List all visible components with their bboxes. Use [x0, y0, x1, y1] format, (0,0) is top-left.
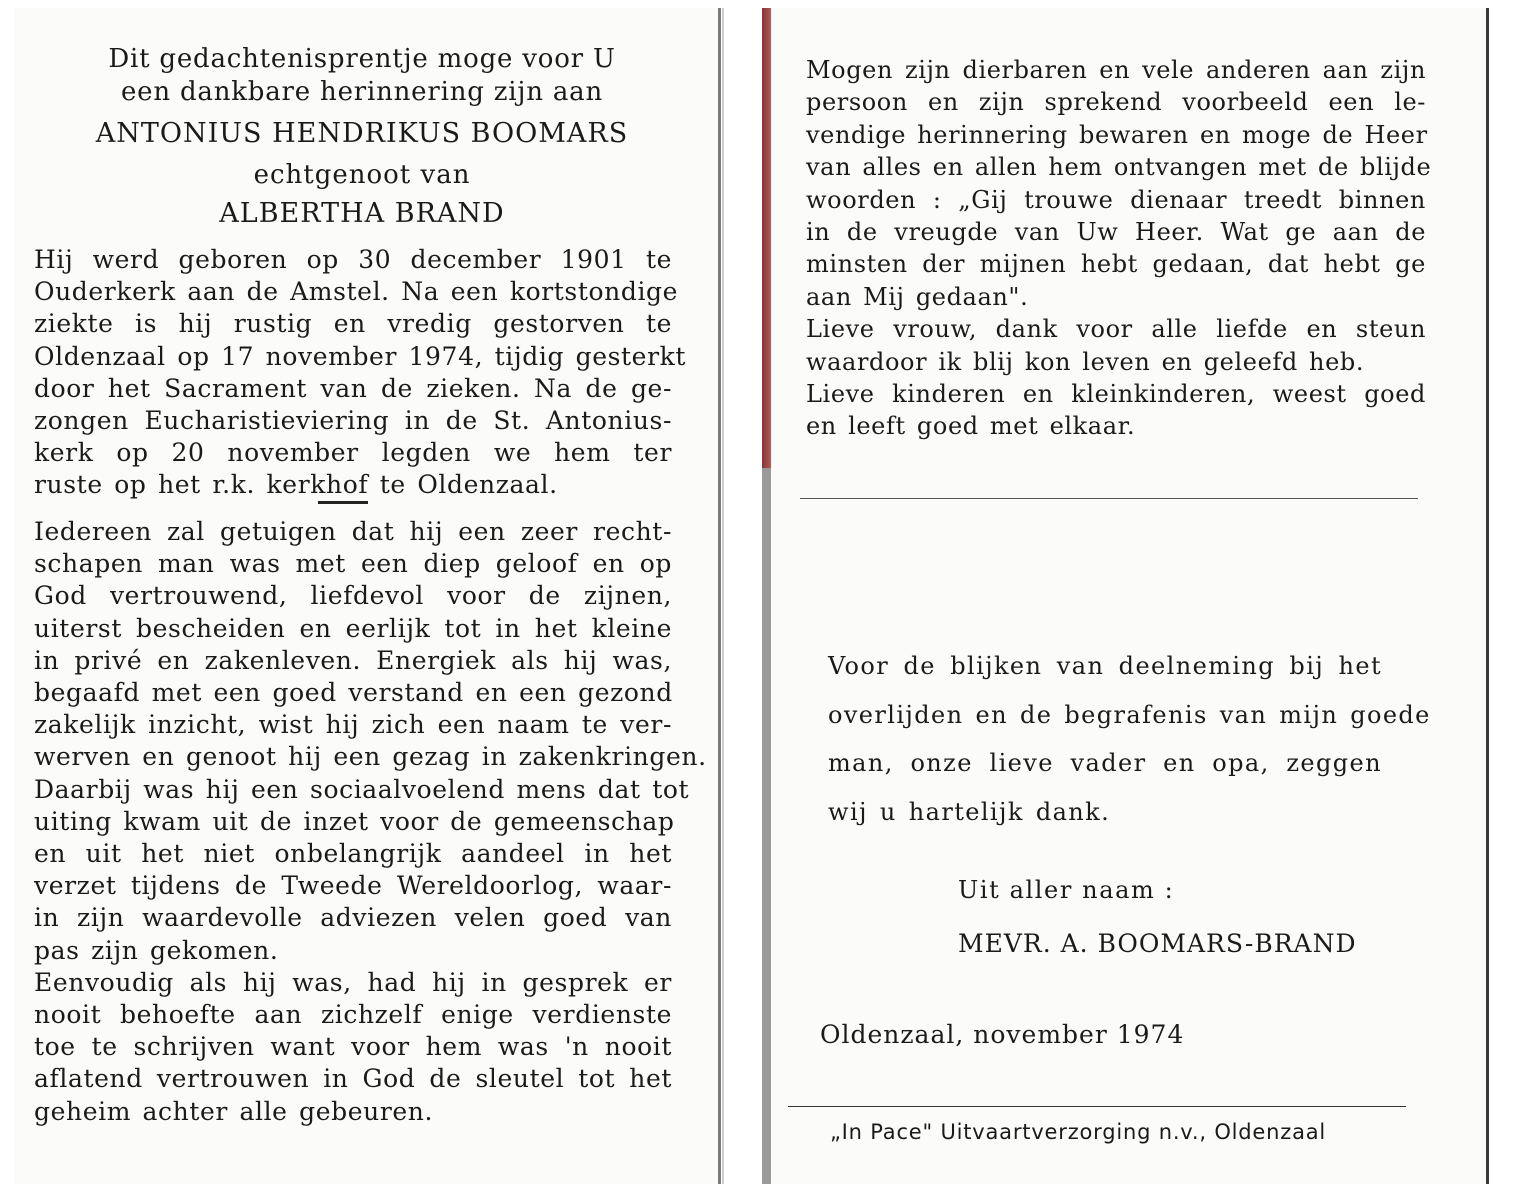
biography-line: Hij werd geboren op 30 december 1901 te — [34, 245, 672, 274]
intro-line: een dankbare herinnering zijn aan — [120, 77, 604, 107]
biography-line: Ouderkerk aan de Amstel. Na een kortstondige — [34, 277, 679, 307]
place-date: Oldenzaal, november 1974 — [820, 1020, 1185, 1049]
tribute-paragraph — [34, 516, 707, 1128]
separator-line — [800, 498, 1418, 499]
tribute-line: en uit het niet onbelangrijk aandeel in het — [34, 839, 672, 869]
prayer-line: minsten der mijnen hebt gedaan, dat hebt ge — [806, 250, 1426, 279]
prayer-line: in de vreugde van Uw Heer. Wat ge aan de — [806, 218, 1426, 247]
section-divider — [318, 501, 368, 504]
biography-line: zongen Eucharistieviering in de St. Antonius- — [34, 406, 672, 436]
tribute-line: Daarbij was hij een sociaalvoelend mens dat tot — [34, 774, 690, 804]
prayer-line: van alles en allen hem ontvangen met de blijde — [806, 153, 1432, 182]
biography-line: ruste op het r.k. kerkhof te Oldenzaal. — [34, 470, 558, 500]
tribute-line: aflatend vertrouwen in God de sleutel tot het — [34, 1064, 672, 1094]
thanks-line: wij u hartelijk dank. — [828, 797, 1111, 826]
thanks-paragraph — [828, 642, 1431, 836]
prayer-line: waardoor ik blij kon leven en geleefd heb. — [806, 347, 1365, 376]
biography-line: ziekte is hij rustig en vredig gestorven te — [34, 309, 672, 339]
tribute-line: begaafd met een goed verstand en een gezond — [34, 678, 673, 708]
prayer-line: Lieve kinderen en kleinkinderen, weest goed — [806, 380, 1426, 409]
biography-line: kerk op 20 november legden we hem ter — [34, 438, 672, 468]
deceased-name: ANTONIUS HENDRIKUS BOOMARS — [95, 118, 629, 149]
tribute-line: Iedereen zal getuigen dat hij een zeer recht- — [34, 517, 672, 546]
tribute-line: nooit behoefte aan zichzelf enige verdienste — [34, 1000, 672, 1030]
signoff-name: MEVR. A. BOOMARS-BRAND — [958, 929, 1357, 958]
prayer-line: Lieve vrouw, dank voor alle liefde en steun — [806, 315, 1426, 344]
printer-credit: „In Pace" Uitvaartverzorging n.v., Oldenzaal — [830, 1120, 1327, 1144]
biography-paragraph — [34, 244, 687, 502]
tribute-line: verzet tijdens de Tweede Wereldoorlog, waar- — [34, 871, 672, 901]
prayer-line: aan Mij gedaan". — [806, 282, 1029, 311]
tribute-line: schapen man was met een diep geloof en op — [34, 549, 672, 579]
tribute-line: pas zijn gekomen. — [34, 935, 279, 965]
card-edge-shadow — [762, 468, 771, 1184]
tribute-line: uiting kwam uit de inzet voor de gemeenschap — [34, 806, 675, 836]
biography-line: Oldenzaal op 17 november 1974, tijdig gesterkt — [34, 341, 687, 371]
intro-line: Dit gedachtenisprentje moge voor U — [108, 44, 616, 74]
tribute-line: uiterst bescheiden en eerlijk tot in het kleine — [34, 613, 672, 643]
thanks-line: Voor de blijken van deelneming bij het — [828, 652, 1382, 680]
tribute-line: God vertrouwend, liefdevol voor de zijnen, — [34, 581, 672, 611]
prayer-line: persoon en zijn sprekend voorbeeld een le- — [806, 88, 1426, 117]
prayer-line: woorden : „Gij trouwe dienaar treedt binnen — [806, 185, 1426, 214]
tribute-line: in privé en zakenleven. Energiek als hij was, — [34, 645, 672, 675]
tribute-line: Eenvoudig als hij was, had hij in gesprek er — [34, 967, 672, 997]
spouse-name: ALBERTHA BRAND — [219, 198, 505, 229]
prayer-paragraph — [806, 54, 1432, 443]
tribute-line: in zijn waardevolle adviezen velen goed van — [34, 903, 672, 933]
tribute-line: zakelijk inzicht, wist hij zich een naam te ver- — [34, 710, 672, 740]
footer-rule — [788, 1106, 1406, 1107]
prayer-line: Mogen zijn dierbaren en vele anderen aan zijn — [806, 56, 1426, 84]
memorial-card-back — [762, 8, 1489, 1184]
thanks-line: man, onze lieve vader en opa, zeggen — [828, 749, 1382, 777]
thanks-line: overlijden en de begrafenis van mijn goede — [828, 700, 1431, 729]
tribute-line: werven en genoot hij een gezag in zakenkringen. — [34, 742, 707, 772]
signoff-label: Uit aller naam : — [958, 876, 1175, 904]
prayer-line: vendige herinnering bewaren en moge de Heer — [806, 120, 1428, 149]
tribute-line: geheim achter alle gebeuren. — [34, 1096, 434, 1126]
tribute-line: toe te schrijven want voor hem was 'n nooit — [34, 1032, 672, 1062]
prayer-line: en leeft goed met elkaar. — [806, 412, 1136, 441]
relation-text: echtgenoot van — [253, 160, 471, 190]
memorial-card-front — [14, 8, 721, 1184]
biography-line: door het Sacrament van de zieken. Na de ge- — [34, 373, 672, 403]
